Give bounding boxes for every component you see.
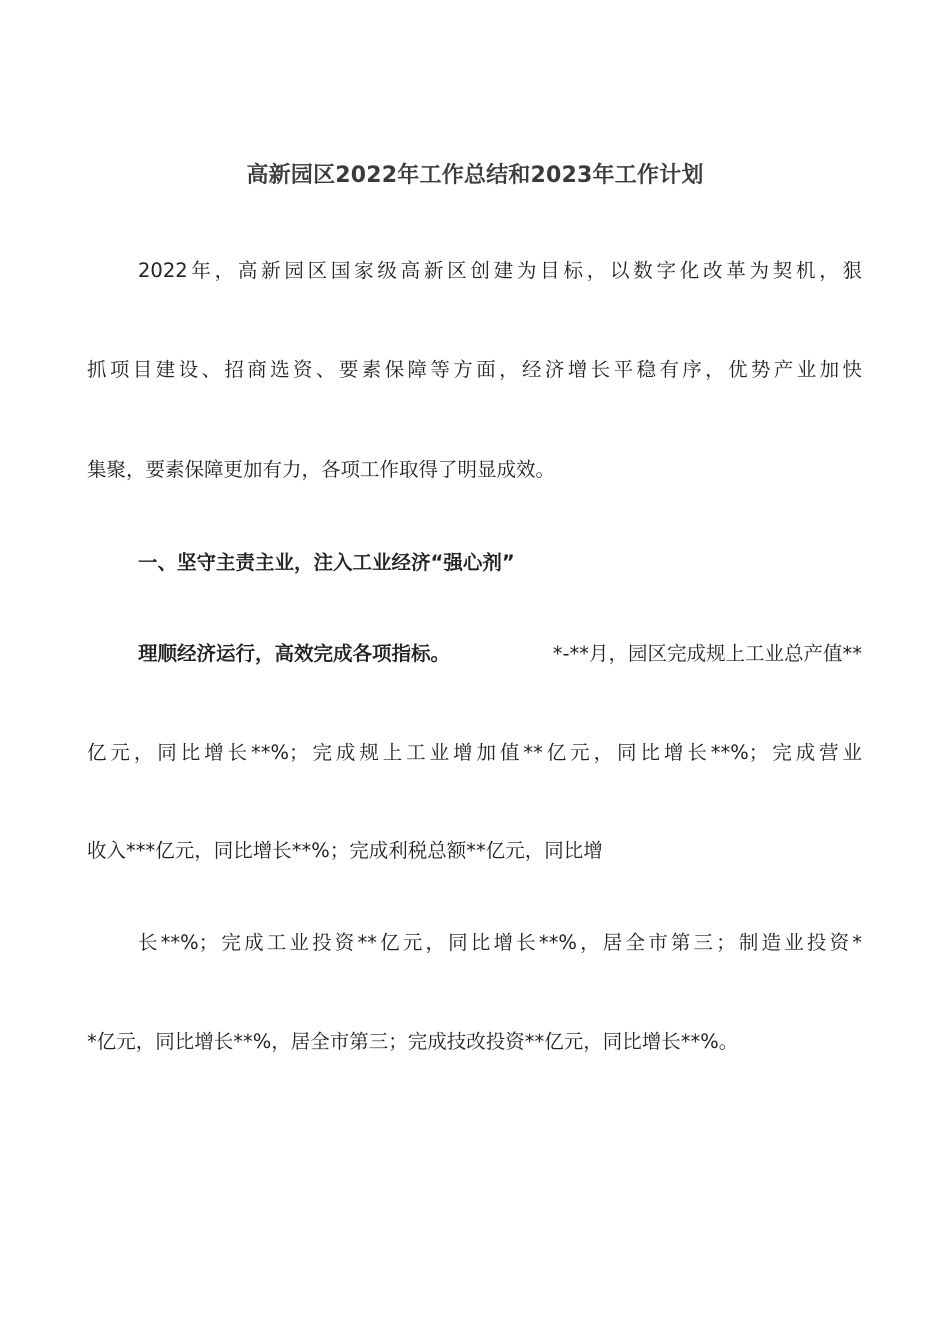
document-title: 高新园区2022年工作总结和2023年工作计划	[246, 163, 704, 188]
section-heading: 一、坚守主责主业，注入工业经济“强心剂”	[138, 551, 515, 574]
paragraph-line: 2022年，高新园区国家级高新区创建为目标，以数字化改革为契机，狠	[138, 259, 862, 282]
paragraph-line: 亿元，同比增长**%；完成规上工业增加值**亿元，同比增长**%；完成营业	[87, 741, 862, 764]
paragraph-line: *-**月，园区完成规上工业总产值**	[552, 642, 862, 665]
paragraph-line: 长**%；完成工业投资**亿元，同比增长**%，居全市第三；制造业投资*	[138, 931, 862, 954]
paragraph-line: *亿元，同比增长**%，居全市第三；完成技改投资**亿元，同比增长**%。	[87, 1030, 739, 1053]
bold-lead-text: 理顺经济运行，高效完成各项指标。	[138, 642, 451, 665]
paragraph-line: 收入***亿元，同比增长**%；完成利税总额**亿元，同比增	[87, 839, 603, 862]
paragraph-first-line	[138, 641, 862, 667]
paragraph-line: 抓项目建设、招商选资、要素保障等方面，经济增长平稳有序，优势产业加快	[87, 358, 862, 381]
paragraph-line: 集聚，要素保障更加有力，各项工作取得了明显成效。	[87, 458, 556, 481]
